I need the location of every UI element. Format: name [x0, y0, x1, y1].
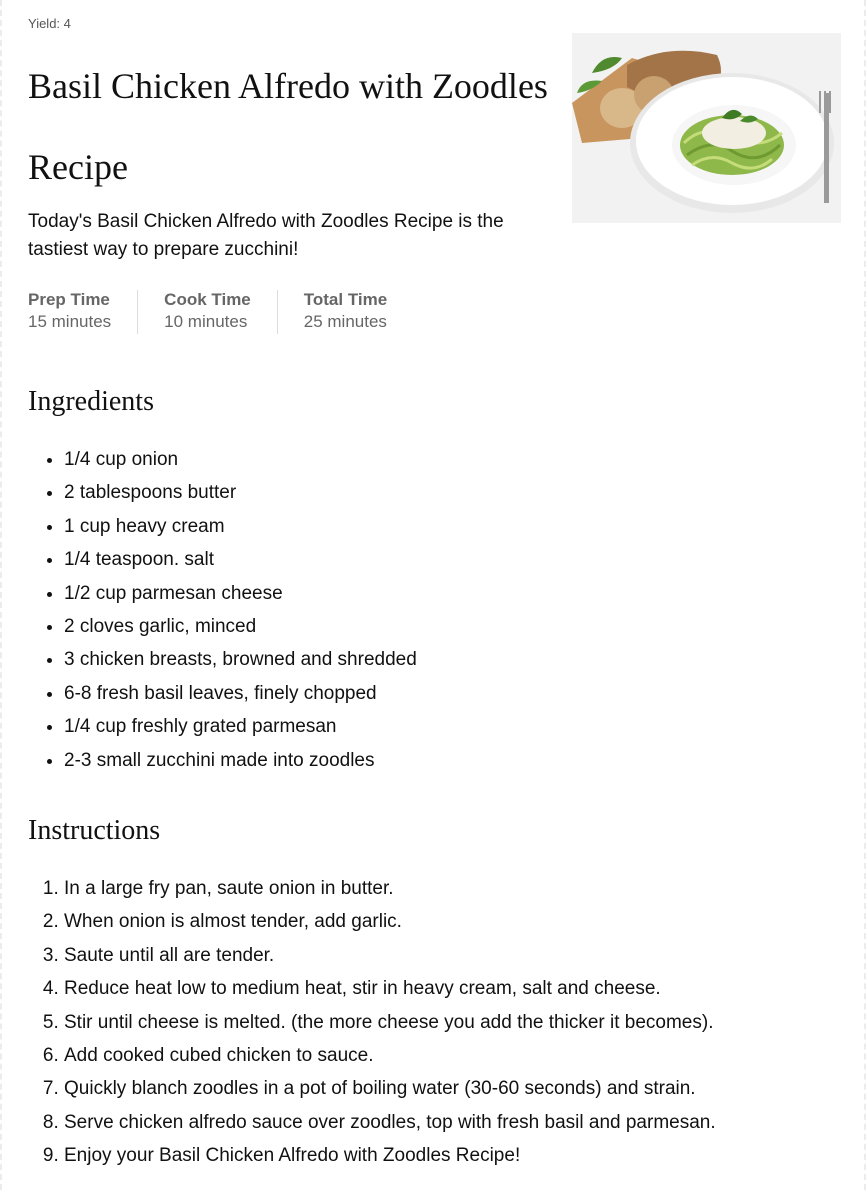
- instruction-step: 7. Quickly blanch zoodles in a pot of boiling water (30-60 seconds) and strain.: [64, 1072, 716, 1105]
- prep-time-label: Prep Time: [28, 290, 110, 309]
- ingredient-item: • 3 chicken breasts, browned and shredded: [64, 643, 417, 676]
- instruction-step: 4. Reduce heat low to medium heat, stir in heavy cream, salt and cheese.: [64, 972, 716, 1005]
- recipe-summary: Today's Basil Chicken Alfredo with Zoodles Recipe is the tastiest way to prepare zucchini!: [28, 211, 504, 260]
- ingredient-item: • 2 tablespoons butter: [64, 476, 417, 509]
- ingredient-item: • 1/4 cup onion: [64, 443, 417, 476]
- total-time: [304, 290, 413, 334]
- zoodles-plate-illustration: [572, 33, 841, 223]
- cook-time-label: Cook Time: [164, 290, 251, 309]
- prep-time-value: 15 minutes: [28, 312, 112, 331]
- instruction-step: 1. In a large fry pan, saute onion in butter.: [64, 872, 716, 905]
- instruction-step: 8. Serve chicken alfredo sauce over zoodles, top with fresh basil and parmesan.: [64, 1106, 716, 1139]
- recipe-title: Basil Chicken Alfredo with Zoodles Recipe: [28, 66, 548, 187]
- ingredients-list: [28, 443, 417, 777]
- total-time-label: Total Time: [303, 290, 388, 309]
- instruction-step: 6. Add cooked cubed chicken to sauce.: [64, 1039, 716, 1072]
- recipe-yield: Yield: 4: [28, 16, 71, 31]
- total-time-value: 25 minutes: [303, 312, 387, 331]
- recipe-times: [28, 290, 439, 334]
- ingredient-item: • 1/2 cup parmesan cheese: [64, 577, 417, 610]
- ingredient-item: • 1/4 cup freshly grated parmesan: [64, 710, 417, 743]
- instructions-list: [28, 872, 716, 1173]
- recipe-photo: [572, 33, 841, 223]
- ingredient-item: • 2 cloves garlic, minced: [64, 610, 417, 643]
- instruction-step: 9. Enjoy your Basil Chicken Alfredo with Zoodles Recipe!: [64, 1139, 716, 1172]
- ingredients-heading: Ingredients: [28, 386, 154, 417]
- ingredient-item: • 1/4 teaspoon. salt: [64, 543, 417, 576]
- instruction-step: 5. Stir until cheese is melted. (the more cheese you add the thicker it becomes).: [64, 1006, 716, 1039]
- instruction-step: 2. When onion is almost tender, add garlic.: [64, 905, 716, 938]
- ingredient-item: • 6-8 fresh basil leaves, finely chopped: [64, 677, 417, 710]
- cook-time-value: 10 minutes: [164, 312, 248, 331]
- prep-time: [28, 290, 138, 334]
- instructions-heading: Instructions: [28, 815, 161, 846]
- instruction-step: 3. Saute until all are tender.: [64, 939, 716, 972]
- ingredient-item: • 2-3 small zucchini made into zoodles: [64, 744, 417, 777]
- cook-time: [164, 290, 278, 334]
- ingredient-item: • 1 cup heavy cream: [64, 510, 417, 543]
